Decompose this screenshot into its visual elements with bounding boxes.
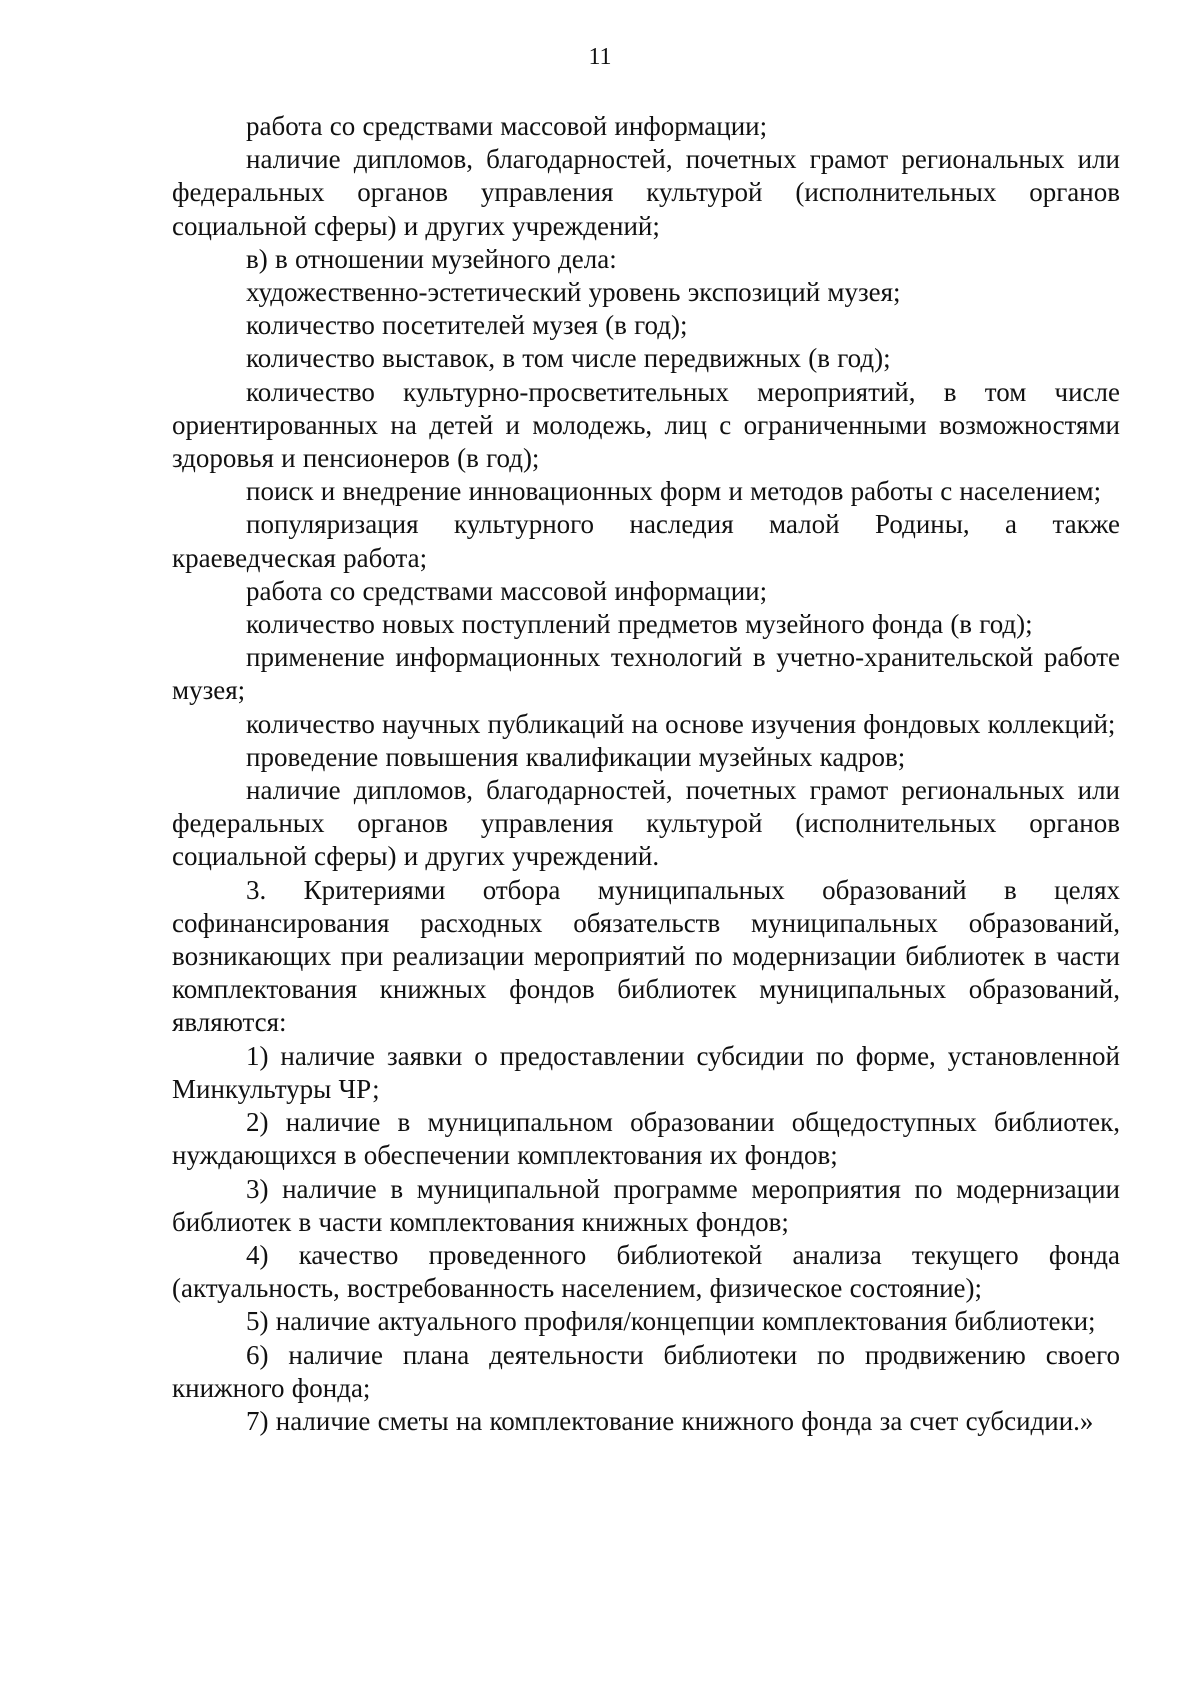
list-item-6: 6) наличие плана деятельности библиотеки по продвижению своего книжного фонда; [172,1339,1120,1403]
document-body [172,110,1120,1438]
paragraph-educational-events: количество культурно-просветительных мероприятий, в том числе ориентированных на детей и молодежь, лиц с ограниченными возможностями здоровья и пенсионеров (в год); [172,376,1120,474]
paragraph-media-work-2: работа со средствами массовой информации; [246,575,768,606]
paragraph-innovation: поиск и внедрение инновационных форм и методов работы с населением; [246,476,1102,507]
paragraph-diplomas-2: наличие дипломов, благодарностей, почетных грамот региональных или федеральных органов управления культурой (исполнительных органов социальной сферы) и других учреждений. [172,775,1120,872]
list-item-7: 7) наличие сметы на комплектование книжного фонда за счет субсидии.» [246,1405,1094,1436]
page-number: 11 [588,44,612,70]
paragraph-staff-training: проведение повышения квалификации музейных кадров; [246,741,906,772]
paragraph-exposition-level: художественно-эстетический уровень экспозиций музея; [246,277,901,308]
paragraph-selection-criteria: 3. Критериями отбора муниципальных образований в целях софинансирования расходных обязательств муниципальных образований, возникающих при реализации мероприятий по модернизации библиотек в части комплектования книжных фондов библиотек муниципальных образований, являются: [172,874,1120,1038]
paragraph-visitors-count: количество посетителей музея (в год); [246,310,688,341]
paragraph-diplomas-1: наличие дипломов, благодарностей, почетных грамот региональных или федеральных органов управления культурой (исполнительных органов социальной сферы) и других учреждений; [172,144,1120,241]
paragraph-new-acquisitions: количество новых поступлений предметов музейного фонда (в год); [246,609,1033,640]
paragraph-museum-heading: в) в отношении музейного дела: [246,243,617,274]
paragraph-heritage-popularization: популяризация культурного наследия малой Родины, а также краеведческая работа; [172,509,1120,573]
paragraph-exhibitions-count: количество выставок, в том числе передвижных (в год); [246,343,891,374]
paragraph-scientific-publications: количество научных публикаций на основе изучения фондовых коллекций; [246,708,1116,739]
list-item-2: 2) наличие в муниципальном образовании общедоступных библиотек, нуждающихся в обеспечении комплектования их фондов; [172,1107,1120,1171]
list-item-1: 1) наличие заявки о предоставлении субсидии по форме, установленной Минкультуры ЧР; [172,1040,1120,1104]
list-item-4: 4) качество проведенного библиотекой анализа текущего фонда (актуальность, востребованность населением, физическое состояние); [172,1239,1120,1304]
paragraph-info-technologies: применение информационных технологий в учетно-хранительской работе музея; [172,642,1120,706]
paragraph-media-work-1: работа со средствами массовой информации; [246,111,768,141]
list-item-3: 3) наличие в муниципальной программе мероприятия по модернизации библиотек в части комплектования книжных фондов; [172,1173,1120,1237]
list-item-5: 5) наличие актуального профиля/концепции комплектования библиотеки; [246,1306,1096,1337]
